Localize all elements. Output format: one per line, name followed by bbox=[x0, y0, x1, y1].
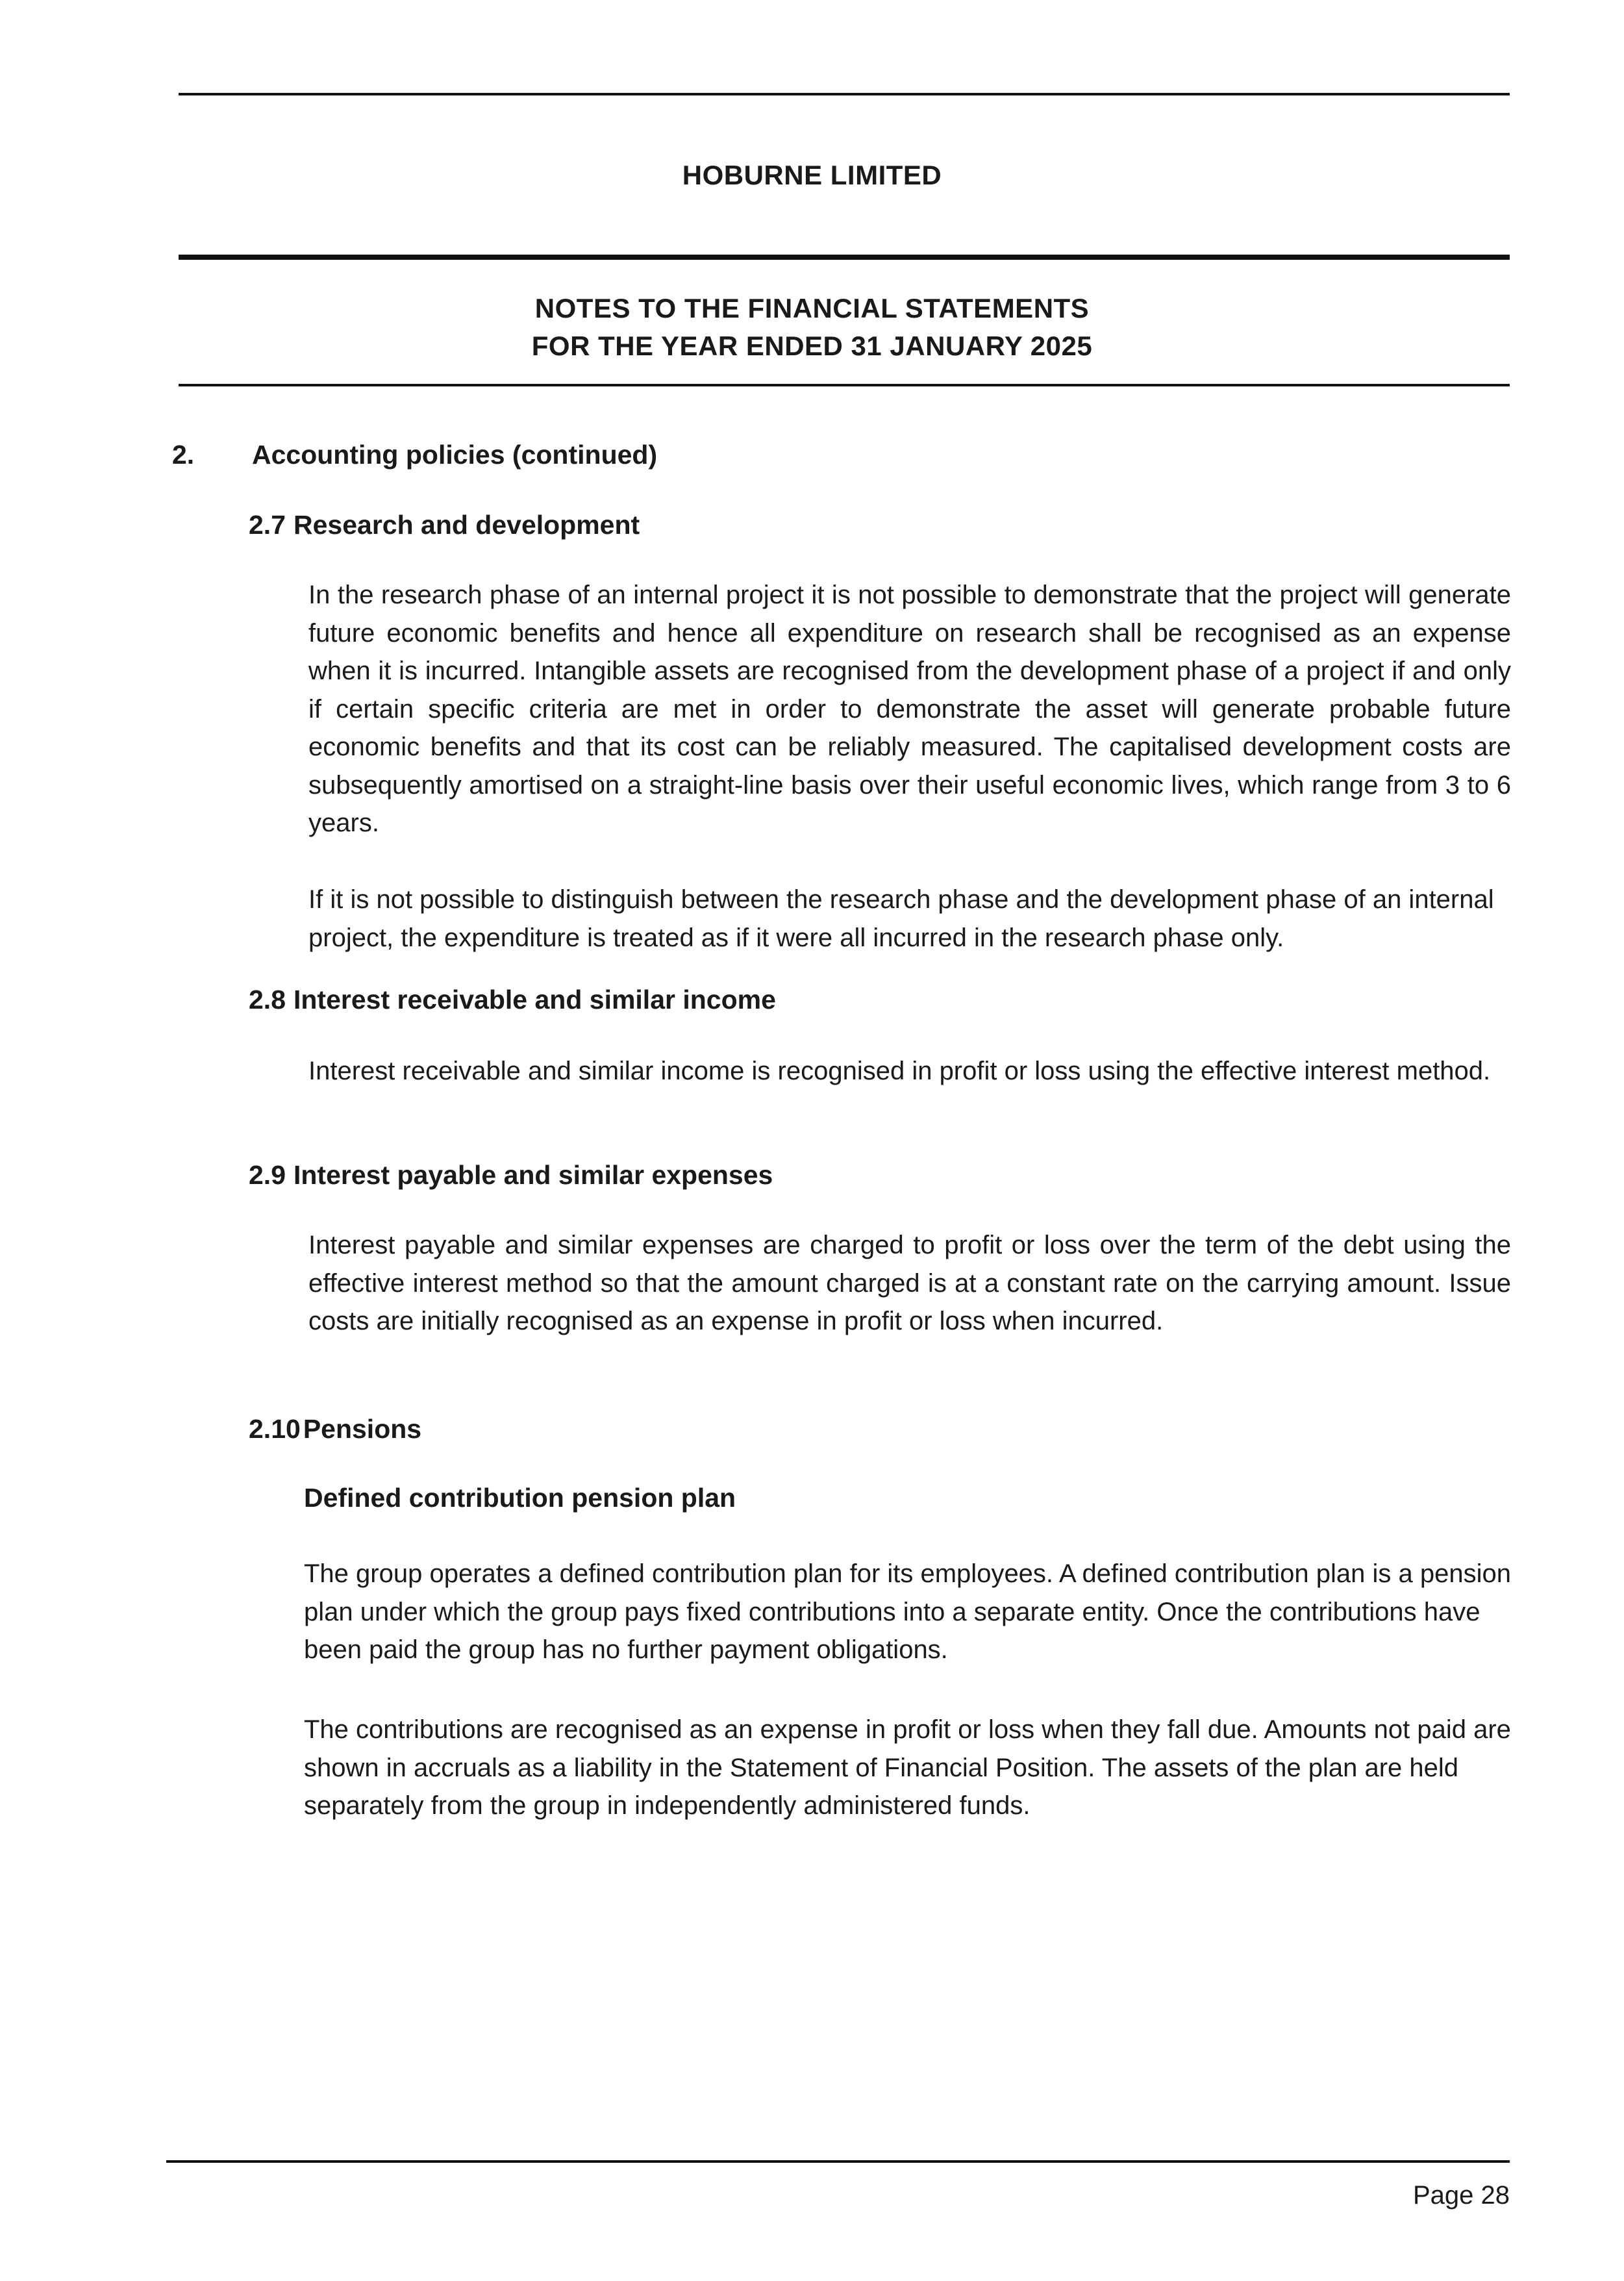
subsection-heading-research bbox=[249, 510, 640, 540]
header-top-rule bbox=[179, 93, 1510, 95]
company-name: HOBURNE LIMITED bbox=[682, 160, 942, 190]
footer-rule bbox=[166, 2160, 1510, 2163]
subsection-title: Pensions bbox=[303, 1414, 422, 1444]
paragraph-pensions-1: The group operates a defined contribution plan for its employees. A defined contribution plan is a pension plan under which the group pays fixed contributions into a separate entity. Once the contributions have been paid the group has no further payment obligations. bbox=[304, 1559, 1512, 1664]
subsection-heading-interest-receivable bbox=[249, 985, 776, 1015]
title-bottom-rule bbox=[179, 384, 1510, 386]
subsection-number: 2.9 bbox=[249, 1160, 286, 1190]
subsection-heading-pensions bbox=[249, 1414, 421, 1444]
paragraph-pensions-2: The contributions are recognised as an expense in profit or loss when they fall due. Amounts not paid are shown in accruals as a liability in the Statement of Financial Position. The assets of the plan are held separately from the group in independently administered funds. bbox=[304, 1715, 1511, 1820]
section-title: Accounting policies (continued) bbox=[252, 440, 658, 470]
header-divider-rule bbox=[179, 255, 1510, 260]
page-number: Page 28 bbox=[1412, 2181, 1510, 2210]
statement-title bbox=[0, 290, 1624, 365]
minor-heading-defined-contribution: Defined contribution pension plan bbox=[304, 1483, 736, 1513]
subsection-title: Research and development bbox=[294, 510, 640, 540]
statement-title-line1: NOTES TO THE FINANCIAL STATEMENTS bbox=[534, 293, 1090, 323]
subsection-number: 2.7 bbox=[249, 510, 286, 540]
statement-title-line2: FOR THE YEAR ENDED 31 JANUARY 2025 bbox=[531, 331, 1093, 361]
subsection-heading-interest-payable bbox=[249, 1160, 773, 1191]
paragraph-research-2: If it is not possible to distinguish between the research phase and the development phase of an internal project, the expenditure is treated as if it were all incurred in the research phase only. bbox=[308, 885, 1494, 952]
subsection-title: Interest payable and similar expenses bbox=[294, 1160, 773, 1190]
subsection-number: 2.8 bbox=[249, 985, 286, 1014]
section-number: 2. bbox=[172, 440, 195, 470]
paragraph-interest-payable: Interest payable and similar expenses are charged to profit or loss over the term of the debt using the effective interest method so that the amount charged is at a constant rate on the carrying amount. Issue costs are initially recognised as an expense in profit or loss when incurred. bbox=[308, 1231, 1511, 1335]
paragraph-research-1: In the research phase of an internal project it is not possible to demonstrate that the project will generate future economic benefits and hence all expenditure on research shall be recognised as an expense when it is incurred. Intangible assets are recognised from the development phase of a project if and only if certain specific criteria are met in order to demonstrate the asset will generate probable future economic benefits and that its cost can be reliably measured. The capitalised development costs are subsequently amortised on a straight-line basis over their useful economic lives, which range from 3 to 6 years. bbox=[308, 581, 1511, 837]
paragraph-interest-receivable: Interest receivable and similar income is recognised in profit or loss using the effective interest method. bbox=[308, 1057, 1491, 1085]
subsection-title: Interest receivable and similar income bbox=[294, 985, 776, 1014]
subsection-number: 2.10 bbox=[249, 1414, 301, 1444]
